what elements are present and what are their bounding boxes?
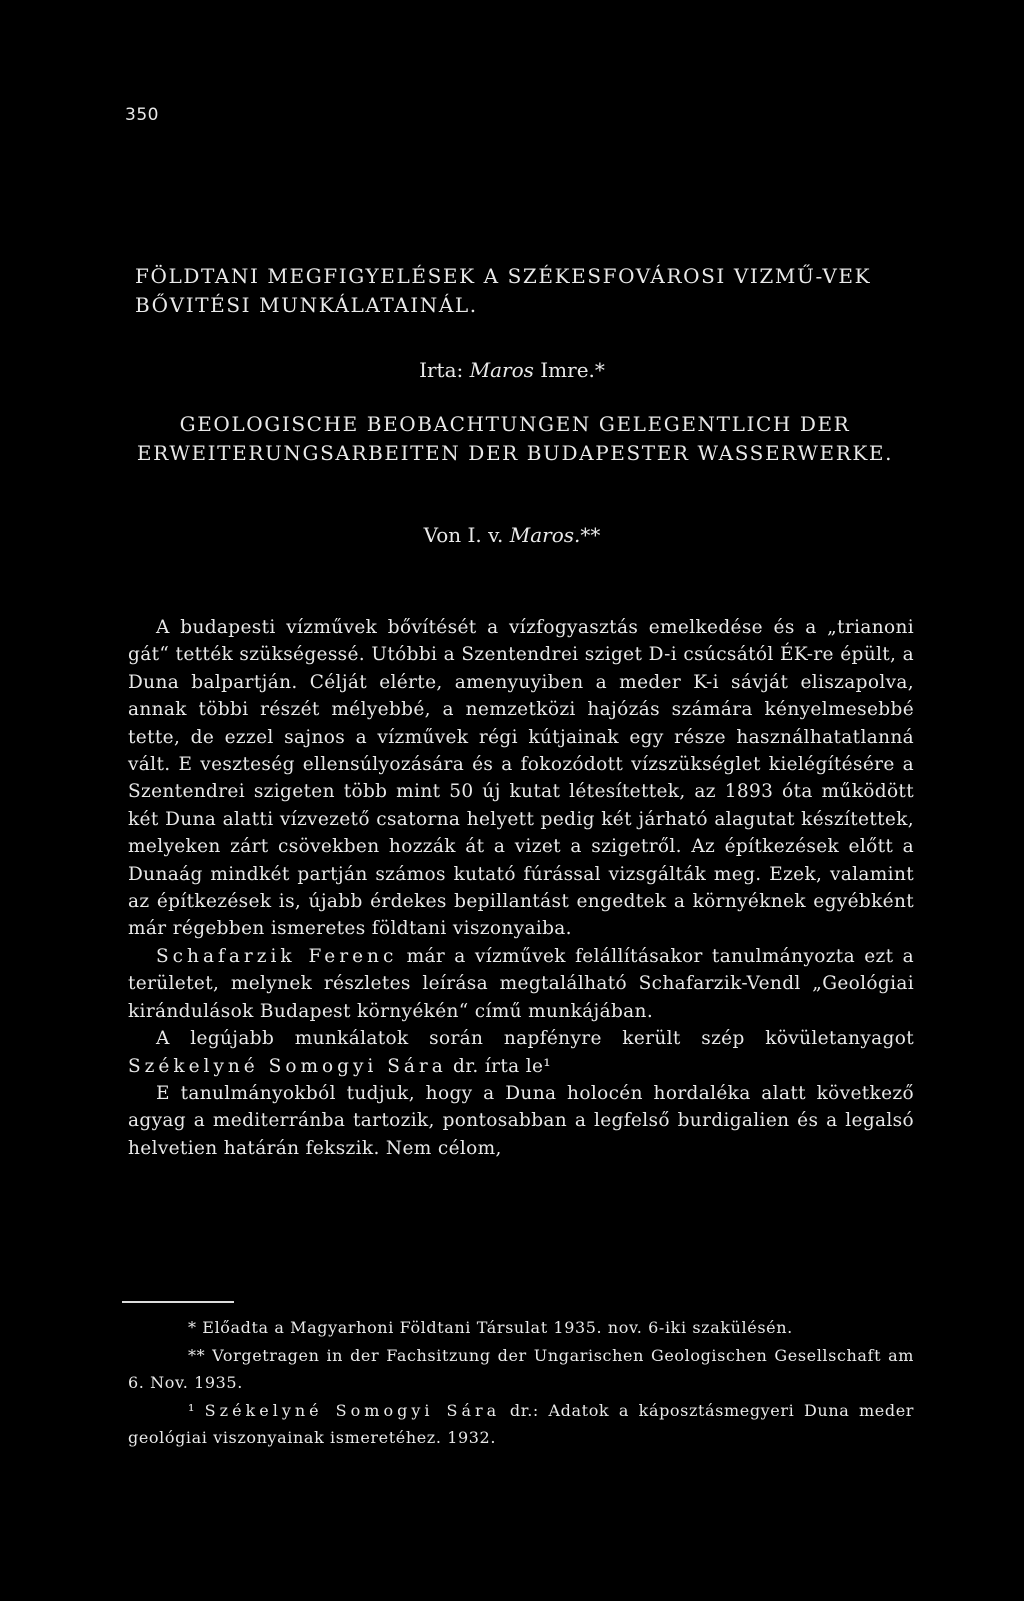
author-prefix: Irta:: [419, 358, 464, 382]
footnote-divider: [122, 1301, 234, 1303]
footnote-3-mark: ¹: [188, 1400, 196, 1420]
footnote-2: ** Vorgetragen in der Fachsitzung der Ungarischen Geologischen Gesellschaft am 6. Nov. 1935.: [128, 1345, 914, 1393]
author-surname: Maros: [469, 358, 534, 382]
hungarian-author-line: [0, 358, 1024, 382]
footnotes: [128, 1314, 914, 1452]
page-number: 350: [125, 105, 159, 125]
person-name: Schafarzik Ferenc: [156, 945, 398, 967]
person-name: Székelyné Somogyi Sára: [128, 1055, 447, 1077]
paragraph-4: E tanulmányokból tudjuk, hogy a Duna holocén hordaléka alatt következő agyag a mediterránba tartozik, pontosabban a legfelső burdigalien és a legalsó helvetien határán fekszik. Nem célom,: [128, 1082, 914, 1159]
body-text: [128, 614, 914, 1162]
german-author-line: [0, 523, 1024, 547]
paragraph-3: [128, 1025, 914, 1080]
footnote-3-text: dr.: Adatok a káposztásmegyeri Duna meder geológiai viszonyainak ismeretéhez. 1932.: [128, 1400, 915, 1448]
german-title: GEOLOGISCHE BEOBACHTUNGEN GELEGENTLICH DER ERWEITERUNGSARBEITEN DER BUDAPESTER WASSERWERKE.: [136, 412, 894, 465]
paragraph-2: [128, 943, 914, 1025]
footnote-3: [128, 1397, 914, 1452]
paragraph-2-text: már a vízművek felállításakor tanulmányozta ezt a területet, melynek részletes leírása megtalálható Schafarzik-Vendl „Geológiai kirándulások Budapest környékén“ című munkájában.: [128, 945, 915, 1022]
hungarian-title: FÖLDTANI MEGFIGYELÉSEK A SZÉKESFOVÁROSI VIZMŰ-VEK BŐVITÉSI MUNKÁLATAINÁL.: [135, 264, 872, 317]
german-author-surname: Maros.**: [509, 523, 601, 547]
footnote-1: * Előadta a Magyarhoni Földtani Társulat 1935. nov. 6-iki szakülésén.: [188, 1318, 793, 1337]
footnote-person-name: Székelyné Somogyi Sára: [204, 1400, 501, 1420]
paragraph-3-end: dr. írta le¹: [453, 1055, 552, 1077]
paragraph-1: A budapesti vízművek bővítését a vízfogyasztás emelkedése és a „trianoni gát“ tették szükségessé. Utóbbi a Szentendrei sziget D-i csúcsától ÉK-re épült, a Duna balpartján. Célját elérte, amenyuyiben a meder K-i sávját eliszapolva, annak többi részét mélyebbé, a nemzetközi hajózás számára kényelmesebbé tette, de ezzel sajnos a vízművek régi kútjainak egy része használhatatlanná vált. E veszteség ellensúlyozására és a fokozódott vízszükséglet kielégítésére a Szentendrei szigeten több mint 50 új kutat létesítettek, az 1893 óta működött két Duna alatti vízvezető csatorna helyett pedig két járható alagutat készítettek, melyeken zárt csövekben hozzák át a vizet a szigetről. Az építkezések előtt a Dunaág mindkét partján számos kutató fúrással vizsgálták meg. Ezek, valamint az építkezések is, újabb érdekes bepillantást engedtek a környéknek egyébként már régebben ismeretes földtani viszonyaiba.: [128, 617, 914, 940]
author-suffix: Imre.*: [540, 358, 605, 382]
german-author-prefix: Von I. v.: [423, 523, 504, 547]
paragraph-3-start: A legújabb munkálatok során napfényre került szép kövületanyagot: [156, 1028, 914, 1050]
